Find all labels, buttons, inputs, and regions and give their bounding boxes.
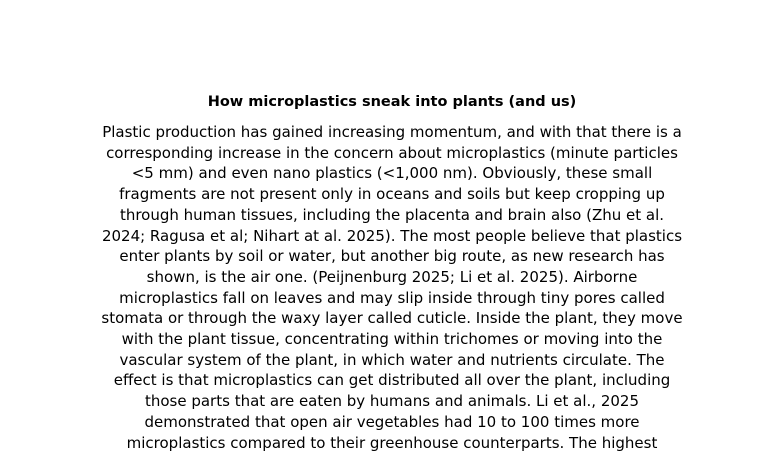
body-line: effect is that microplastics can get distributed all over the plant, including — [113, 371, 671, 390]
body-line: demonstrated that open air vegetables had 10 to 100 times more — [144, 412, 640, 431]
body-line: through human tissues, including the placenta and brain also (Zhu et al. — [119, 205, 665, 224]
body-line: corresponding increase in the concern about microplastics (minute particles — [106, 143, 678, 162]
body-line: fragments are not present only in oceans and soils but keep cropping up — [119, 185, 665, 204]
body-line: shown, is the air one. (Peijnenburg 2025; Li et al. 2025). Airborne — [146, 267, 638, 286]
body-line: those parts that are eaten by humans and animals. Li et al., 2025 — [144, 392, 640, 411]
body-line: with the plant tissue, concentrating within trichomes or moving into the — [121, 330, 663, 349]
body-line: microplastics fall on leaves and may slip inside through tiny pores called — [119, 288, 665, 307]
body-line: Plastic production has gained increasing momentum, and with that there is a — [102, 123, 682, 141]
body-line: <5 mm) and even nano plastics (<1,000 nm). Obviously, these small — [131, 164, 653, 183]
document-title: How microplastics sneak into plants (and us) — [207, 94, 577, 110]
body-line: vascular system of the plant, in which water and nutrients circulate. The — [119, 350, 665, 369]
body-line: microplastics compared to their greenhouse counterparts. The highest — [126, 433, 658, 452]
body-line: 2024; Ragusa et al; Nihart at al. 2025). The most people believe that plastics — [101, 226, 683, 245]
body-line: stomata or through the waxy layer called cuticle. Inside the plant, they move — [101, 309, 683, 328]
document-body — [84, 122, 700, 453]
body-line: enter plants by soil or water, but another big route, as new research has — [119, 247, 665, 266]
